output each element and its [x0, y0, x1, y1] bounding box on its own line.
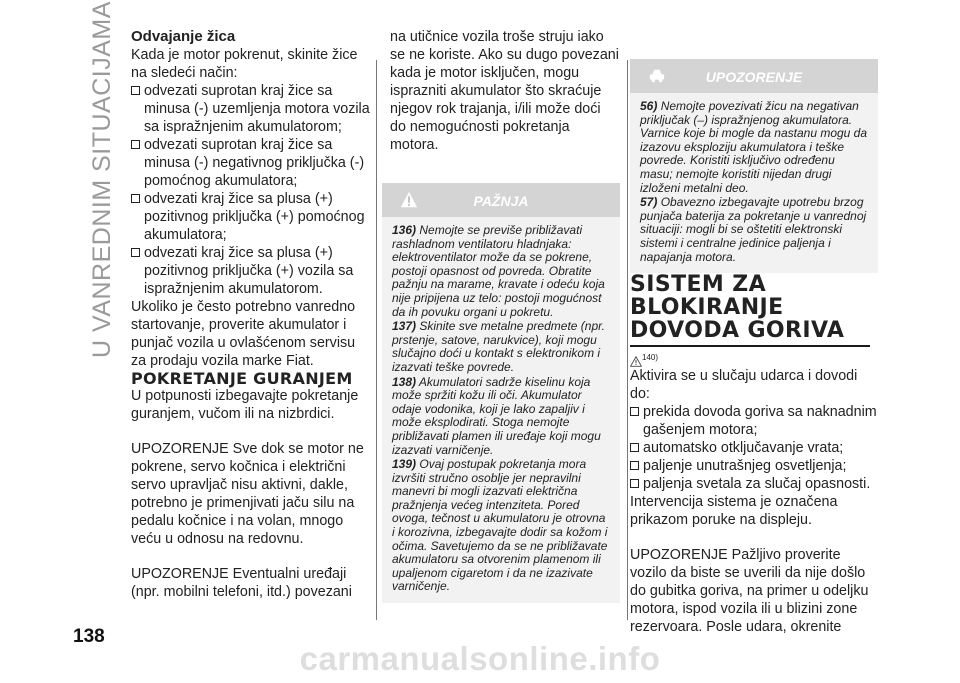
paragraph: Aktivira se u slučaju udarca i dovodi do: — [630, 368, 858, 403]
list-item: prekida dovoda goriva sa naknadnim gašenjem motora; — [630, 403, 878, 439]
attention-box — [382, 183, 620, 603]
paragraph: Kada je motor pokrenut, skinite žice na sledeći način: — [131, 47, 358, 81]
section-heading: POKRETANJE GURANJEM — [131, 369, 353, 388]
square-bullet-icon — [630, 407, 639, 416]
reference-note: 140) — [630, 351, 878, 367]
chapter-side-title: U VANREDNIM SITUACIJAMA — [88, 1, 116, 358]
square-bullet-icon — [131, 140, 140, 149]
column-3 — [620, 28, 878, 636]
note-item: 137) Skinite sve metalne predmete (npr. prstenje, satove, narukvice), koji mogu slučajno doći u kontakt s elektronikom i izazvati teške povrede. — [392, 319, 606, 374]
paragraph: U potpunosti izbegavajte pokretanje guranjem, vučom ili na nizbrdici. — [131, 388, 359, 422]
column-divider — [376, 60, 377, 620]
section-heading: SISTEM ZA BLOKIRANJE DOVODA GORIVA — [630, 272, 845, 344]
list-item: odvezati kraj žice sa plusa (+) pozitivnog priključka (+) vozila sa ispražnjenim akumulatorom. — [131, 244, 371, 298]
warning-paragraph: UPOZORENJE Eventualni uređaji (npr. mobilni telefoni, itd.) povezani — [131, 566, 352, 600]
warning-box-title: UPOZORENJE — [705, 69, 803, 85]
attention-box-header — [382, 183, 620, 217]
column-1 — [131, 28, 371, 601]
warning-paragraph: UPOZORENJE Sve dok se motor ne pokrene, servo kočnica i električni servo upravljač nisu aktivni, dakle, potrebno je primenjivati jaču silu na pedalu kočnice i na volan, mnogo veću u odnosu na redovnu. — [131, 441, 364, 547]
warning-box-body — [630, 93, 878, 273]
note-item: 136) Nemojte se previše približavati rashladnom ventilatoru hladnjaka: elektroventilator može da se pokrene, postoji opasnost od povreda. Obratite pažnju na marame, kravate i odeću koja nije pripijena uz telo: postoji mogućnost da ih povuku organi u pokretu. — [392, 223, 605, 319]
list-item: paljenje unutrašnjeg osvetljenja; — [630, 457, 878, 475]
note-item: 56) Nemojte povezivati žicu na negativan priključak (–) ispražnjenog akumulatora. Varnice koje bi mogle da nastanu mogu da izazovu eksploziju akumulatora i teške povrede. Koristiti isključivo određenu masu; nemojte koristiti nijedan drugi izloženi metalni deo. — [640, 99, 868, 195]
list-item: odvezati kraj žice sa plusa (+) pozitivnog priključka (+) pomoćnog akumulatora; — [131, 190, 371, 244]
square-bullet-icon — [630, 461, 639, 470]
list-item: odvezati suprotan kraj žice sa minusa (-) negativnog priključka (-) pomoćnog akumulatora; — [131, 136, 371, 190]
note-item: 139) Ovaj postupak pokretanja mora izvršiti stručno osoblje jer nepravilni manevri bi mogli izazvati električna pražnjenja većeg intenziteta. Pored ovoga, tečnost u akumulatoru je otrovna i korozivna, izbegavajte dodir sa kožom i očima. Savetujemo da se ne približavate akumulatoru sa otvorenim plamenom ili upaljenom cigaretom i da ne izazivate varničenje. — [392, 457, 608, 594]
warning-box — [630, 59, 878, 273]
paragraph: Ukoliko je često potrebno vanredno startovanje, proverite akumulator i punjač vozila u ovlašćenom servisu za prodaju vozila marke Fiat. — [131, 299, 356, 369]
column-2 — [382, 28, 620, 603]
square-bullet-icon — [131, 194, 140, 203]
square-bullet-icon — [131, 248, 140, 257]
warning-triangle-icon — [630, 356, 642, 367]
list-item: odvezati suprotan kraj žice sa minusa (-) uzemljenja motora vozila sa ispražnjenim akumulatorom; — [131, 82, 371, 136]
page-number: 138 — [73, 626, 105, 647]
attention-box-body — [382, 217, 620, 603]
square-bullet-icon — [131, 86, 140, 95]
warning-box-header — [630, 59, 878, 93]
paragraph: Intervencija sistema je označena prikazom poruke na displeju. — [630, 494, 838, 529]
heading-rule — [630, 345, 870, 347]
list-item: paljenja svetala za slučaj opasnosti. — [630, 475, 878, 493]
warning-paragraph: UPOZORENJE Pažljivo proverite vozilo da biste se uverili da nije došlo do gubitka goriva, na primer u odeljku motora, ispod vozila ili u blizini zone rezervoara. Posle udara, okrenite — [630, 547, 869, 636]
list-item: automatsko otključavanje vrata; — [630, 439, 878, 457]
paragraph: na utičnice vozila troše struju iako se ne koriste. Ako su dugo povezani kada je motor isključen, mogu isprazniti akumulator što skraćuje njegov rok trajanja, i/ili može doći do nemogućnosti pokretanja motora. — [390, 29, 619, 153]
square-bullet-icon — [630, 443, 639, 452]
square-bullet-icon — [630, 479, 639, 488]
attention-box-title: PAŽNJA — [473, 193, 529, 209]
section-heading: Odvajanje žica — [131, 28, 236, 45]
watermark-footer: carmanualsonline.info — [299, 640, 661, 677]
note-item: 57) Obavezno izbegavajte upotrebu brzog punjača baterija za pokretanje u vanrednoj situaciji: mogli bi se oštetiti elektronski sistemi i centralne jedinice paljenja i napajanja motora. — [640, 195, 867, 264]
note-item: 138) Akumulatori sadrže kiselinu koja može spržiti kožu ili oči. Akumulator odaje vodonika, koji je lako zapaljiv i može eksplodirati. Stoga nemojte približavati plamen ili uređaje koji mogu izazvati varničenje. — [392, 374, 601, 457]
